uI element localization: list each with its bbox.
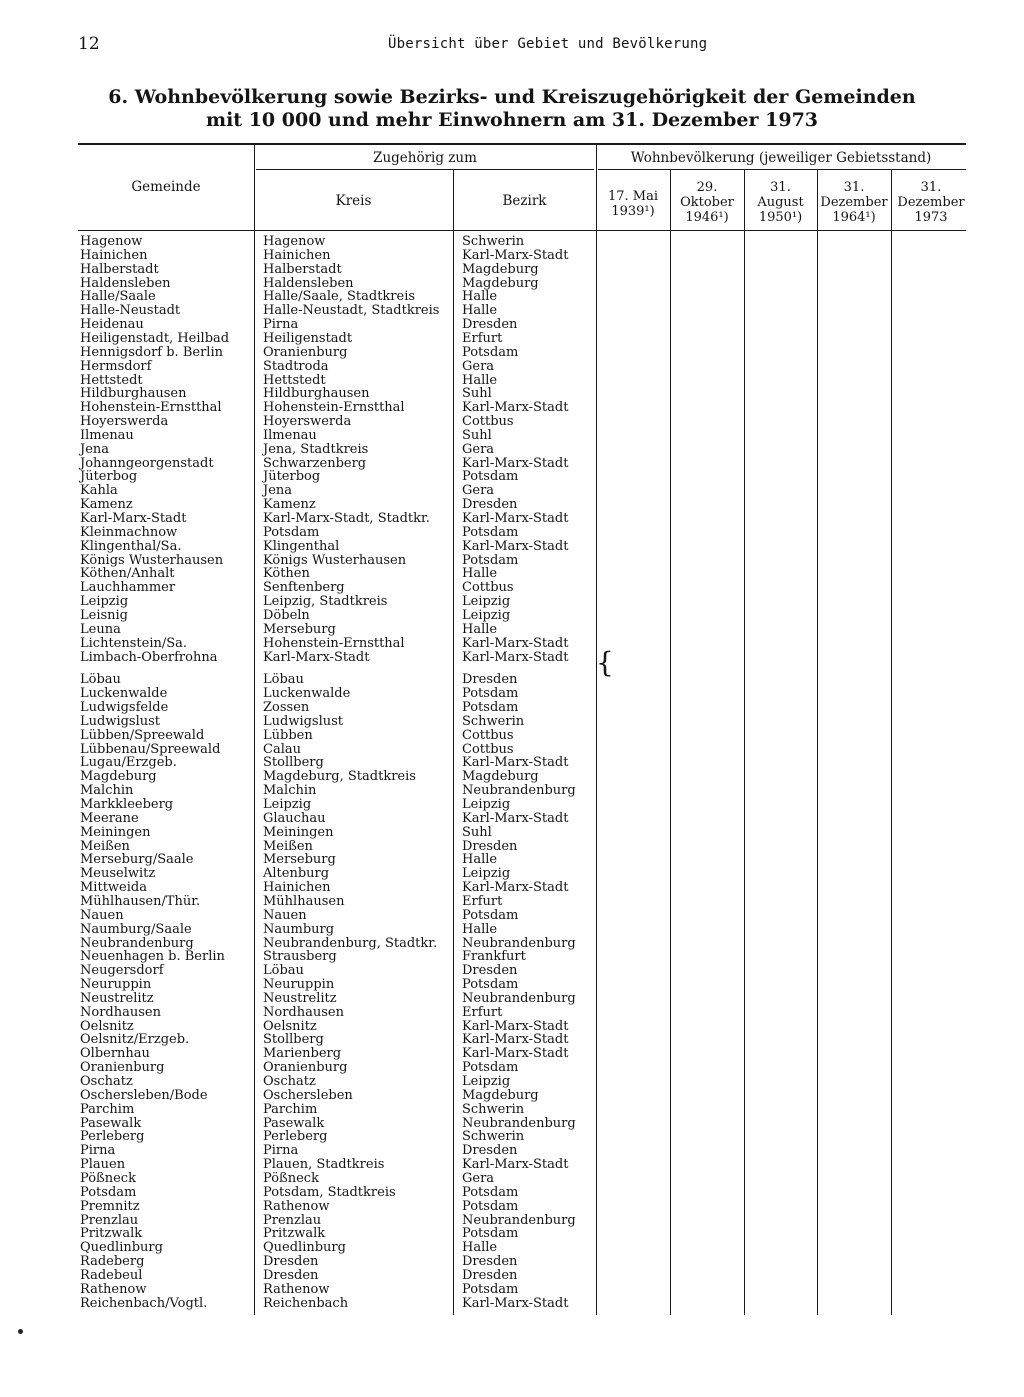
kreis-cell: Calau (263, 741, 301, 757)
bezirk-cell: Leipzig (462, 607, 511, 623)
bezirk-cell: Halle (462, 372, 498, 388)
kreis-cell: Nauen (263, 907, 307, 923)
bezirk-cell: Schwerin (462, 713, 525, 729)
kreis-cell: Jena, Stadtkreis (263, 441, 369, 457)
bezirk-cell: Cottbus (462, 580, 514, 596)
gemeinde-cell: Pirna (80, 1143, 116, 1159)
gemeinde-cell: Johanngeorgenstadt (80, 455, 214, 471)
gemeinde-cell: Hoyerswerda (80, 414, 169, 430)
bezirk-cell: Potsdam (462, 1198, 519, 1214)
kreis-cell: Haldensleben (263, 275, 354, 291)
header-gemeinde: Gemeinde (131, 179, 201, 195)
kreis-cell: Königs Wusterhausen (263, 552, 407, 568)
gemeinde-cell: Malchin (80, 783, 134, 799)
kreis-cell: Karl-Marx-Stadt, Stadtkr. (263, 511, 430, 526)
gemeinde-cell: Neubrandenburg (80, 935, 194, 951)
gemeinde-cell: Mittweida (80, 880, 147, 896)
kreis-cell: Strausberg (263, 949, 337, 965)
header-kreis: Kreis (335, 193, 372, 209)
header-1950-line-3: 1950¹) (758, 210, 803, 225)
header-1973-line-3: 1973 (914, 210, 948, 225)
bezirk-cell: Dresden (462, 497, 518, 513)
kreis-cell: Malchin (263, 783, 317, 799)
kreis-cell: Klingenthal (263, 538, 340, 554)
gemeinde-cell: Lauchhammer (80, 580, 176, 596)
gemeinde-cell: Pritzwalk (80, 1226, 143, 1242)
gemeinde-cell: Luckenwalde (80, 686, 168, 702)
bezirk-cell: Suhl (462, 427, 492, 443)
kreis-cell: Schwarzenberg (263, 455, 367, 471)
bezirk-cell: Karl-Marx-Stadt (462, 511, 569, 526)
kreis-cell: Meißen (263, 838, 313, 854)
gemeinde-cell: Oschersleben/Bode (80, 1087, 208, 1103)
bezirk-cell: Potsdam (462, 469, 519, 485)
header-1946-line-3: 1946¹) (685, 210, 729, 225)
gemeinde-cell: Lichtenstein/Sa. (80, 635, 188, 651)
header-bottom-rule (78, 230, 966, 231)
gemeinde-cell: Ilmenau (80, 427, 134, 443)
bezirk-cell: Magdeburg (462, 275, 539, 291)
bezirk-cell: Neubrandenburg (462, 1212, 576, 1228)
gemeinde-cell: Oranienburg (80, 1060, 165, 1076)
kreis-cell: Perleberg (263, 1129, 328, 1145)
gemeinde-cell: Radebeul (80, 1267, 143, 1283)
kreis-cell: Prenzlau (263, 1212, 322, 1228)
kreis-cell: Hainichen (263, 880, 331, 896)
gemeinde-cell: Oschatz (80, 1074, 133, 1089)
gemeinde-cell: Rathenow (80, 1281, 147, 1297)
header-1950 (744, 180, 817, 225)
gemeinde-cell: Radeberg (80, 1254, 145, 1270)
kreis-cell: Pritzwalk (263, 1226, 326, 1242)
gemeinde-cell: Oelsnitz/Erzgeb. (80, 1032, 190, 1048)
bezirk-cell: Magdeburg (462, 1087, 539, 1103)
table-title-line-1: 6. Wohnbevölkerung sowie Bezirks- und Kreiszugehörigkeit der Gemeinden (108, 86, 916, 108)
bezirk-cell: Halle (462, 566, 498, 582)
bezirk-cell: Dresden (462, 1143, 518, 1159)
gemeinde-cell: Limbach-Oberfrohna (80, 649, 218, 665)
kreis-cell: Hettstedt (263, 372, 326, 388)
header-1964-line-1: 31. (843, 180, 865, 195)
bezirk-cell: Karl-Marx-Stadt (462, 649, 569, 665)
bezirk-cell: Potsdam (462, 700, 519, 716)
kreis-cell: Rathenow (263, 1198, 330, 1214)
bezirk-cell: Gera (462, 441, 495, 457)
bezirk-cell: Halle (462, 621, 498, 637)
gemeinde-cell: Lübben/Spreewald (80, 727, 205, 743)
gemeinde-cell: Heidenau (80, 317, 144, 333)
gemeinde-cell: Hettstedt (80, 372, 143, 388)
gemeinde-cell: Naumburg/Saale (80, 921, 192, 937)
kreis-cell: Halle-Neustadt, Stadtkreis (263, 303, 440, 319)
wohnbevoelkerung-rule (598, 169, 966, 170)
gemeinde-cell: Olbernhau (80, 1046, 150, 1062)
header-1964-line-2: Dezember (820, 195, 888, 210)
gemeinde-cell: Merseburg/Saale (80, 852, 194, 868)
bezirk-cell: Cottbus (462, 727, 514, 743)
bezirk-cell: Potsdam (462, 1226, 519, 1242)
bezirk-cell: Frankfurt (462, 949, 526, 965)
kreis-cell: Löbau (263, 672, 304, 688)
brace-glyph: { (596, 645, 614, 679)
bezirk-cell: Gera (462, 358, 495, 374)
bezirk-cell: Karl-Marx-Stadt (462, 1018, 569, 1034)
gemeinde-cell: Leisnig (80, 607, 129, 623)
kreis-cell: Dresden (263, 1254, 319, 1270)
gemeinde-cell: Klingenthal/Sa. (80, 538, 182, 554)
kreis-cell: Halberstadt (263, 261, 342, 277)
column-divider-1939 (670, 170, 671, 1315)
gemeinde-cell: Meerane (80, 810, 139, 826)
gemeinde-cell: Markkleeberg (80, 797, 174, 812)
kreis-cell: Löbau (263, 963, 304, 979)
bezirk-cell: Dresden (462, 1254, 518, 1270)
kreis-cell: Neubrandenburg, Stadtkr. (263, 935, 438, 951)
bezirk-cell: Potsdam (462, 1060, 519, 1076)
kreis-cell: Hohenstein-Ernstthal (263, 635, 405, 651)
bezirk-cell: Schwerin (462, 234, 525, 249)
header-1950-line-1: 31. (770, 180, 791, 195)
kreis-cell: Neustrelitz (263, 990, 337, 1006)
gemeinde-cell: Neustrelitz (80, 990, 154, 1006)
gemeinde-cell: Kleinmachnow (80, 524, 178, 540)
column-divider-bezirk (596, 145, 597, 1315)
gemeinde-cell: Prenzlau (80, 1212, 139, 1228)
bezirk-cell: Dresden (462, 838, 518, 854)
gemeinde-cell: Jüterbog (80, 469, 138, 485)
gemeinde-cell: Ludwigsfelde (80, 700, 169, 716)
gemeinde-cell: Köthen/Anhalt (80, 566, 175, 582)
kreis-cell: Karl-Marx-Stadt (263, 649, 370, 665)
gemeinde-cell: Heiligenstadt, Heilbad (80, 330, 230, 346)
gemeinde-cell: Halle-Neustadt (80, 303, 181, 319)
bezirk-cell: Potsdam (462, 1281, 519, 1297)
gemeinde-cell: Mühlhausen/Thür. (80, 893, 201, 909)
kreis-cell: Merseburg (263, 852, 336, 868)
column-divider-gemeinde (254, 145, 255, 1315)
kreis-cell: Hagenow (263, 234, 326, 249)
table-title-line-2: mit 10 000 und mehr Einwohnern am 31. Dezember 1973 (205, 109, 819, 131)
kreis-cell: Stadtroda (263, 358, 329, 374)
header-wohnbevoelkerung: Wohnbevölkerung (jeweiliger Gebietsstand) (630, 150, 932, 166)
gemeinde-cell: Potsdam (80, 1184, 137, 1200)
kreis-cell: Hainichen (263, 247, 331, 263)
gemeinde-cell: Neuenhagen b. Berlin (80, 949, 225, 965)
kreis-cell: Pirna (263, 317, 299, 333)
scan-speck (18, 1329, 23, 1334)
kreis-cell: Quedlinburg (263, 1240, 346, 1256)
gemeinde-cell: Kamenz (80, 497, 133, 513)
gemeinde-cell: Lübbenau/Spreewald (80, 741, 221, 757)
kreis-cell: Naumburg (263, 921, 335, 937)
running-head: Übersicht über Gebiet und Bevölkerung (388, 36, 708, 52)
kreis-cell: Pasewalk (263, 1115, 325, 1131)
bezirk-cell: Karl-Marx-Stadt (462, 1157, 569, 1173)
kreis-cell: Parchim (263, 1101, 318, 1117)
kreis-cell: Leipzig, Stadtkreis (263, 594, 388, 610)
bezirk-cell: Karl-Marx-Stadt (462, 1046, 569, 1062)
column-divider-1950 (817, 170, 818, 1315)
gemeinde-cell: Hohenstein-Ernstthal (80, 400, 222, 416)
kreis-cell: Mühlhausen (263, 893, 345, 909)
kreis-cell: Pirna (263, 1143, 299, 1159)
kreis-cell: Nordhausen (263, 1004, 344, 1020)
bezirk-cell: Potsdam (462, 552, 519, 568)
bezirk-cell: Potsdam (462, 344, 519, 360)
kreis-cell: Oranienburg (263, 1060, 348, 1076)
gemeinde-cell: Perleberg (80, 1129, 145, 1145)
header-1939 (596, 189, 670, 219)
bezirk-cell: Halle (462, 289, 498, 305)
kreis-cell: Hohenstein-Ernstthal (263, 400, 405, 416)
bezirk-cell: Suhl (462, 386, 492, 402)
gemeinde-cell: Karl-Marx-Stadt (80, 511, 187, 526)
kreis-cell: Potsdam (263, 524, 320, 540)
header-1946-line-1: 29. (696, 180, 718, 195)
gemeinde-cell: Hainichen (80, 247, 148, 263)
bezirk-cell: Karl-Marx-Stadt (462, 755, 569, 771)
gemeinde-cell: Meiningen (80, 824, 151, 840)
header-zugehoerig: Zugehörig zum (373, 150, 477, 166)
kreis-cell: Halle/Saale, Stadtkreis (263, 289, 416, 305)
gemeinde-cell: Pasewalk (80, 1115, 142, 1131)
kreis-cell: Pößneck (263, 1170, 319, 1186)
bezirk-cell: Neubrandenburg (462, 990, 576, 1006)
bezirk-cell: Karl-Marx-Stadt (462, 810, 569, 826)
bezirk-cell: Karl-Marx-Stadt (462, 1295, 569, 1311)
kreis-cell: Oelsnitz (263, 1018, 317, 1034)
gemeinde-cell: Nordhausen (80, 1004, 161, 1020)
zugehoerig-rule (256, 169, 594, 170)
kreis-cell: Hildburghausen (263, 386, 370, 402)
bezirk-cell: Schwerin (462, 1101, 525, 1117)
kreis-cell: Jena (263, 483, 293, 499)
bezirk-cell: Potsdam (462, 977, 519, 993)
bezirk-cell: Potsdam (462, 524, 519, 540)
kreis-cell: Glauchau (263, 810, 326, 826)
bezirk-cell: Halle (462, 1240, 498, 1256)
bezirk-cell: Karl-Marx-Stadt (462, 247, 569, 263)
bezirk-cell: Magdeburg (462, 261, 539, 277)
gemeinde-cell: Quedlinburg (80, 1240, 163, 1256)
bezirk-cell: Gera (462, 1170, 495, 1186)
bezirk-cell: Gera (462, 483, 495, 499)
gemeinde-cell: Halle/Saale (80, 289, 156, 305)
bezirk-cell: Erfurt (462, 330, 503, 346)
header-1939-line-2: 1939¹) (611, 204, 655, 219)
kreis-cell: Reichenbach (263, 1295, 349, 1311)
page-number: 12 (78, 34, 100, 54)
header-1973-line-1: 31. (920, 180, 942, 195)
kreis-cell: Heiligenstadt (263, 330, 353, 346)
gemeinde-cell: Leipzig (80, 594, 129, 610)
gemeinde-cell: Lugau/Erzgeb. (80, 755, 177, 771)
kreis-cell: Lübben (263, 727, 313, 743)
bezirk-cell: Potsdam (462, 907, 519, 923)
header-1973 (891, 180, 971, 225)
kreis-cell: Dresden (263, 1267, 319, 1283)
bezirk-cell: Leipzig (462, 594, 511, 610)
header-1950-line-2: August (757, 195, 804, 210)
gemeinde-cell: Neugersdorf (80, 963, 164, 979)
gemeinde-cell: Hildburghausen (80, 386, 187, 402)
gemeinde-cell: Löbau (80, 672, 121, 688)
kreis-cell: Rathenow (263, 1281, 330, 1297)
kreis-cell: Köthen (263, 566, 310, 582)
kreis-cell: Jüterbog (263, 469, 321, 485)
kreis-cell: Oschatz (263, 1074, 316, 1089)
gemeinde-cell: Oelsnitz (80, 1018, 134, 1034)
table-top-rule (78, 143, 966, 145)
gemeinde-cell: Meißen (80, 838, 130, 854)
kreis-cell: Senftenberg (263, 580, 345, 596)
gemeinde-cell: Nauen (80, 907, 124, 923)
bezirk-cell: Karl-Marx-Stadt (462, 1032, 569, 1048)
gemeinde-cell: Ludwigslust (80, 713, 161, 729)
bezirk-cell: Magdeburg (462, 769, 539, 785)
kreis-cell: Oschersleben (263, 1087, 353, 1103)
gemeinde-cell: Reichenbach/Vogtl. (80, 1295, 208, 1311)
gemeinde-cell: Neuruppin (80, 977, 152, 993)
gemeinde-cell: Hermsdorf (80, 358, 152, 374)
gemeinde-cell: Pößneck (80, 1170, 136, 1186)
bezirk-cell: Erfurt (462, 893, 503, 909)
bezirk-cell: Suhl (462, 824, 492, 840)
bezirk-cell: Dresden (462, 963, 518, 979)
gemeinde-cell: Premnitz (80, 1198, 140, 1214)
kreis-cell: Hoyerswerda (263, 414, 352, 430)
kreis-cell: Döbeln (263, 607, 310, 623)
column-divider-1946 (744, 170, 745, 1315)
kreis-cell: Stollberg (263, 755, 324, 771)
gemeinde-cell: Jena (80, 441, 110, 457)
gemeinde-cell: Haldensleben (80, 275, 171, 291)
gemeinde-cell: Magdeburg (80, 769, 157, 785)
bezirk-cell: Karl-Marx-Stadt (462, 455, 569, 471)
kreis-cell: Stollberg (263, 1032, 324, 1048)
bezirk-cell: Schwerin (462, 1129, 525, 1145)
bezirk-cell: Neubrandenburg (462, 783, 576, 799)
kreis-cell: Altenburg (263, 866, 330, 882)
gemeinde-cell: Leuna (80, 621, 121, 637)
bezirk-cell: Leipzig (462, 1074, 511, 1089)
gemeinde-cell: Königs Wusterhausen (80, 552, 224, 568)
bezirk-cell: Halle (462, 852, 498, 868)
bezirk-cell: Cottbus (462, 741, 514, 757)
kreis-cell: Marienberg (263, 1046, 342, 1062)
gemeinde-cell: Meuselwitz (80, 866, 156, 882)
column-divider-kreis (453, 170, 454, 1315)
bezirk-cell: Cottbus (462, 414, 514, 430)
kreis-cell: Plauen, Stadtkreis (263, 1157, 385, 1173)
bezirk-cell: Potsdam (462, 686, 519, 702)
bezirk-cell: Karl-Marx-Stadt (462, 880, 569, 896)
bezirk-cell: Dresden (462, 672, 518, 688)
header-1964 (817, 180, 891, 225)
header-1964-line-3: 1964¹) (832, 210, 876, 225)
kreis-cell: Ludwigslust (263, 713, 344, 729)
bezirk-cell: Leipzig (462, 866, 511, 882)
bezirk-cell: Dresden (462, 1267, 518, 1283)
kreis-cell: Luckenwalde (263, 686, 351, 702)
bezirk-cell: Karl-Marx-Stadt (462, 635, 569, 651)
gemeinde-cell: Halberstadt (80, 261, 159, 277)
bezirk-cell: Neubrandenburg (462, 1115, 576, 1131)
header-1946 (670, 180, 744, 225)
kreis-cell: Ilmenau (263, 427, 317, 443)
header-1973-line-2: Dezember (897, 195, 965, 210)
bezirk-cell: Erfurt (462, 1004, 503, 1020)
bezirk-cell: Neubrandenburg (462, 935, 576, 951)
header-1946-line-2: Oktober (680, 195, 734, 210)
header-bezirk: Bezirk (502, 193, 547, 209)
kreis-cell: Neuruppin (263, 977, 335, 993)
kreis-cell: Oranienburg (263, 344, 348, 360)
bezirk-cell: Karl-Marx-Stadt (462, 538, 569, 554)
column-divider-1964 (891, 170, 892, 1315)
kreis-cell: Meiningen (263, 824, 334, 840)
kreis-cell: Merseburg (263, 621, 336, 637)
gemeinde-cell: Hagenow (80, 234, 143, 249)
bezirk-cell: Karl-Marx-Stadt (462, 400, 569, 416)
kreis-cell: Kamenz (263, 497, 316, 513)
gemeinde-cell: Parchim (80, 1101, 135, 1117)
bezirk-cell: Potsdam (462, 1184, 519, 1200)
gemeinde-cell: Hennigsdorf b. Berlin (80, 344, 223, 360)
kreis-cell: Potsdam, Stadtkreis (263, 1184, 396, 1200)
bezirk-cell: Halle (462, 921, 498, 937)
gemeinde-cell: Kahla (80, 483, 118, 499)
kreis-cell: Zossen (263, 700, 310, 716)
bezirk-cell: Dresden (462, 317, 518, 333)
bezirk-cell: Leipzig (462, 797, 511, 812)
kreis-cell: Magdeburg, Stadtkreis (263, 769, 416, 785)
header-1939-line-1: 17. Mai (607, 189, 659, 204)
kreis-cell: Leipzig (263, 797, 312, 812)
bezirk-cell: Halle (462, 303, 498, 319)
gemeinde-cell: Plauen (80, 1157, 126, 1173)
